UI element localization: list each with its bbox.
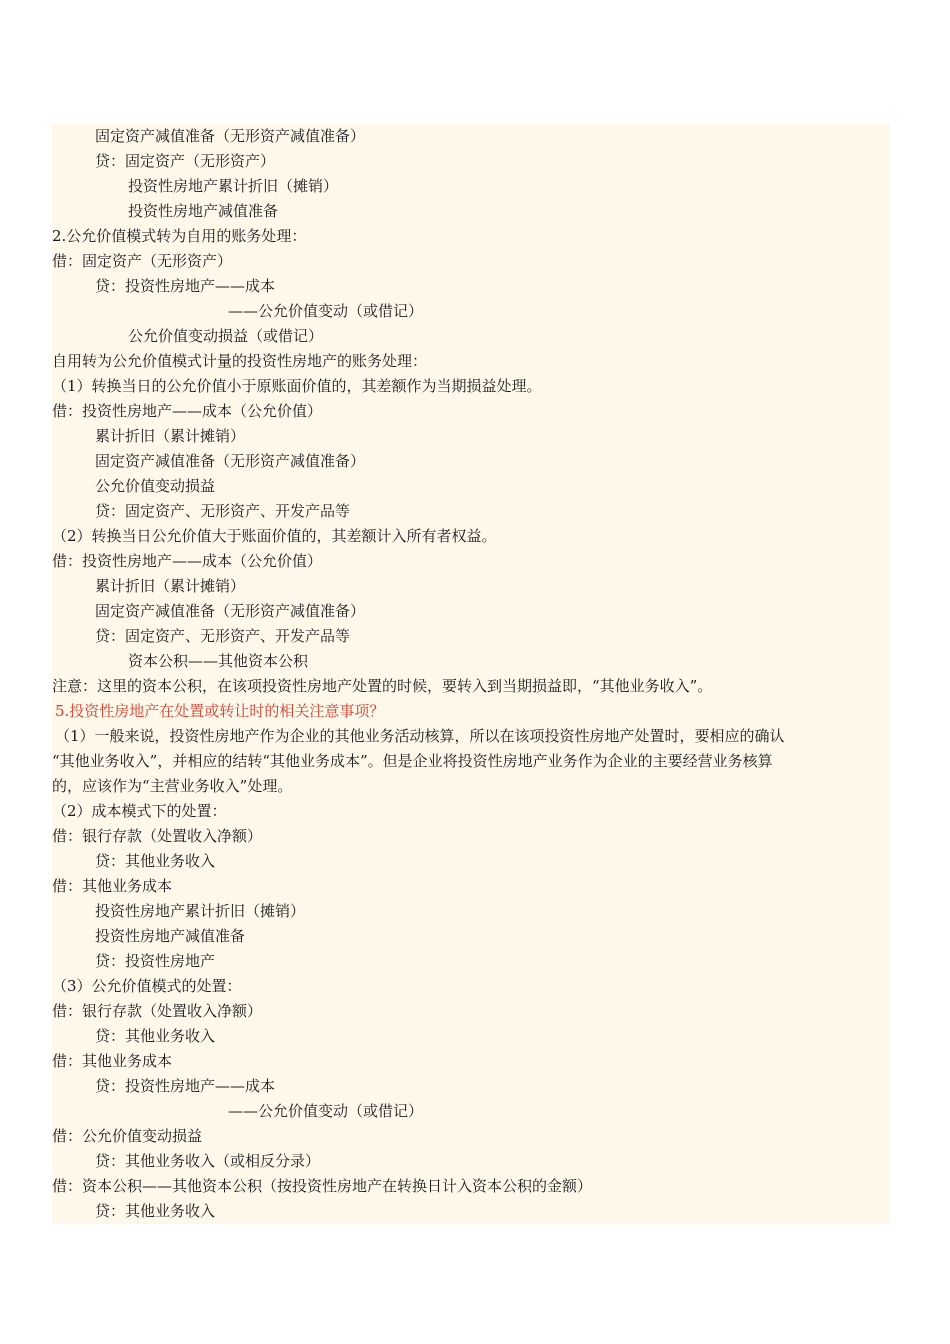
text-line: 固定资产减值准备（无形资产减值准备） [95,602,366,620]
section-heading-block [52,699,890,724]
text-line: 公允价值变动损益 [95,477,216,495]
text-line: 2.公允价值模式转为自用的账务处理： [52,227,307,245]
text-line: 公允价值变动损益（或借记） [128,327,324,345]
text-line: 的，应该作为“主营业务收入”处理。 [52,777,293,795]
text-line: 投资性房地产累计折旧（摊销） [128,177,339,195]
text-line: ——公允价值变动（或借记） [228,1102,424,1120]
text-line: 累计折旧（累计摊销） [95,427,246,445]
text-line: 贷：其他业务收入 [95,1202,216,1220]
text-line: 自用转为公允价值模式计量的投资性房地产的账务处理： [52,352,428,370]
text-line: （2）成本模式下的处置： [52,802,227,820]
text-line: 贷：其他业务收入 [95,1027,216,1045]
text-line: 资本公积——其他资本公积 [128,652,309,670]
text-line: （1）转换当日的公允价值小于原账面价值的，其差额作为当期损益处理。 [52,377,542,395]
text-line: 借：固定资产（无形资产） [52,252,233,270]
text-line: 贷：投资性房地产 [95,952,216,970]
text-line: 借：公允价值变动损益 [52,1127,203,1145]
text-line: （2）转换当日公允价值大于账面价值的，其差额计入所有者权益。 [52,527,497,545]
text-line: 借：银行存款（处置收入净额） [52,827,263,845]
text-line: 注意：这里的资本公积，在该项投资性房地产处置的时候，要转入到当期损益即，“其他业务收入”。 [52,677,713,695]
text-line: 贷：固定资产（无形资产） [95,152,276,170]
text-block-accounting-entries [52,124,890,699]
text-line: 投资性房地产减值准备 [128,202,279,220]
text-line: 借：其他业务成本 [52,1052,173,1070]
text-line: （1）一般来说，投资性房地产作为企业的其他业务活动核算，所以在该项投资性房地产处置时，要相应的确认 [55,727,785,745]
text-line: 投资性房地产减值准备 [95,927,246,945]
text-line: 投资性房地产累计折旧（摊销） [95,902,306,920]
section-heading-5: 5.投资性房地产在处置或转让时的相关注意事项？ [55,702,385,720]
text-line: “其他业务收入”，并相应的结转“其他业务成本”。但是企业将投资性房地产业务作为企业的主要经营业务核算 [52,752,773,770]
text-line: 贷：投资性房地产——成本 [95,277,276,295]
text-line: （3）公允价值模式的处置： [52,977,242,995]
text-line: 固定资产减值准备（无形资产减值准备） [95,452,366,470]
text-line: 借：银行存款（处置收入净额） [52,1002,263,1020]
text-line: 贷：固定资产、无形资产、开发产品等 [95,502,351,520]
text-line: 贷：固定资产、无形资产、开发产品等 [95,627,351,645]
text-line: 固定资产减值准备（无形资产减值准备） [95,127,366,145]
text-line: 累计折旧（累计摊销） [95,577,246,595]
text-line: 借：其他业务成本 [52,877,173,895]
text-line: 借：投资性房地产——成本（公允价值） [52,552,323,570]
text-line: 贷：其他业务收入（或相反分录） [95,1152,321,1170]
text-line: 贷：其他业务收入 [95,852,216,870]
text-line: ——公允价值变动（或借记） [228,302,424,320]
text-line: 借：投资性房地产——成本（公允价值） [52,402,323,420]
text-block-disposal-notes [52,724,890,1224]
text-line: 借：资本公积——其他资本公积（按投资性房地产在转换日计入资本公积的金额） [52,1177,593,1195]
text-line: 贷：投资性房地产——成本 [95,1077,276,1095]
